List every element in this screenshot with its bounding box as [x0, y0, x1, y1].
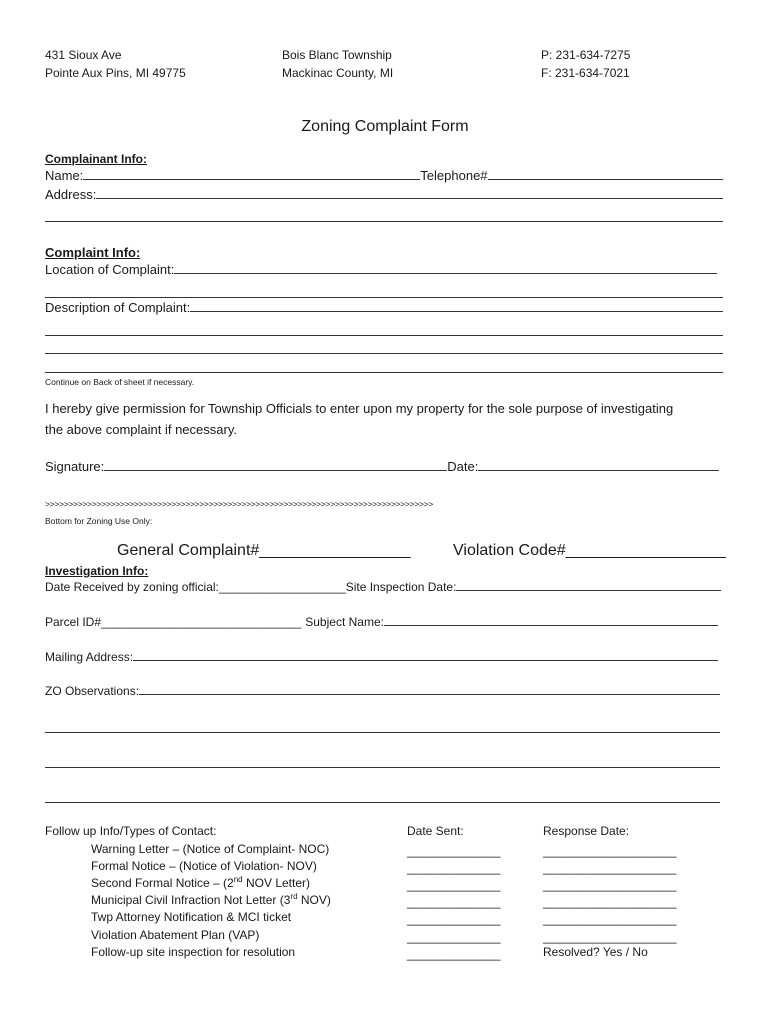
- second-notice-sup: nd: [233, 875, 243, 884]
- signature-field[interactable]: [104, 469, 447, 471]
- investigation-heading: Investigation Info:: [45, 564, 149, 578]
- response-date-field-6[interactable]: ____________________: [543, 930, 677, 944]
- violation-code-field[interactable]: __________________: [565, 542, 726, 559]
- zo-observations-line-3[interactable]: [45, 767, 720, 768]
- general-complaint-row: [117, 542, 411, 560]
- date-received-row: [45, 580, 721, 594]
- followup-item-twp-attorney: Twp Attorney Notification & MCI ticket: [91, 910, 292, 924]
- location-field[interactable]: [174, 272, 717, 274]
- response-date-field-4[interactable]: ____________________: [543, 895, 677, 909]
- general-complaint-field[interactable]: _________________: [259, 542, 411, 559]
- date-sent-heading: Date Sent:: [407, 824, 464, 838]
- mailing-address-label: Mailing Address:: [45, 650, 134, 664]
- address-line-2[interactable]: [45, 221, 723, 222]
- header-address-line2: Pointe Aux Pins, MI 49775: [45, 66, 186, 80]
- mci-sup: rd: [290, 892, 298, 901]
- followup-item-second-formal-notice: [91, 876, 310, 890]
- header-township-line2: Mackinac County, MI: [282, 66, 394, 80]
- permission-line2: the above complaint if necessary.: [45, 422, 237, 437]
- location-label: Location of Complaint:: [45, 262, 175, 277]
- description-row: [45, 300, 723, 315]
- signature-row: [45, 459, 719, 474]
- mci-text: Municipal Civil Infraction Not Letter (3: [91, 893, 291, 907]
- followup-item-warning-letter: Warning Letter – (Notice of Complaint- NOC): [91, 842, 330, 856]
- description-label: Description of Complaint:: [45, 300, 191, 315]
- header-fax: F: 231-634-7021: [541, 66, 630, 80]
- date-sent-field-2[interactable]: ______________: [407, 861, 501, 875]
- zo-observations-line-4[interactable]: [45, 802, 720, 803]
- signature-label: Signature:: [45, 459, 105, 474]
- response-date-heading: Response Date:: [543, 824, 630, 838]
- parcel-label: Parcel ID#: [45, 615, 102, 629]
- second-notice-end: NOV Letter): [242, 876, 310, 890]
- followup-heading: Follow up Info/Types of Contact:: [45, 824, 217, 838]
- subject-name-field[interactable]: [384, 624, 718, 626]
- permission-line1: I hereby give permission for Township Officials to enter upon my property for the sole purpose of investigating: [45, 401, 674, 416]
- name-label: Name:: [45, 168, 84, 183]
- zo-observations-field[interactable]: [139, 693, 720, 695]
- date-sent-field-1[interactable]: ______________: [407, 844, 501, 858]
- parcel-row: [45, 615, 718, 629]
- address-label: Address:: [45, 187, 97, 202]
- mci-end: NOV): [297, 893, 331, 907]
- zoning-use-note: Bottom for Zoning Use Only:: [45, 516, 153, 526]
- date-label: Date:: [447, 459, 479, 474]
- description-line-2[interactable]: [45, 335, 723, 336]
- date-sent-field-5[interactable]: ______________: [407, 912, 501, 926]
- header-township-line1: Bois Blanc Township: [282, 48, 392, 62]
- header-phone: P: 231-634-7275: [541, 48, 631, 62]
- response-date-field-3[interactable]: ____________________: [543, 878, 677, 892]
- complaint-heading: Complaint Info:: [45, 245, 141, 260]
- date-sent-field-4[interactable]: ______________: [407, 895, 501, 909]
- second-notice-text: Second Formal Notice – (2: [91, 876, 234, 890]
- resolved-question[interactable]: Resolved? Yes / No: [543, 945, 648, 959]
- mailing-address-row: [45, 650, 718, 664]
- date-sent-field-6[interactable]: ______________: [407, 930, 501, 944]
- violation-code-label: Violation Code#: [453, 542, 566, 559]
- header-address-line1: 431 Sioux Ave: [45, 48, 122, 62]
- subject-name-label: Subject Name:: [305, 615, 384, 629]
- response-date-field-1[interactable]: ____________________: [543, 844, 677, 858]
- complainant-heading: Complainant Info:: [45, 152, 147, 166]
- mailing-address-field[interactable]: [133, 659, 718, 661]
- zo-observations-label: ZO Observations:: [45, 684, 140, 698]
- date-field[interactable]: [478, 469, 719, 471]
- response-date-field-5[interactable]: ____________________: [543, 912, 677, 926]
- followup-item-site-inspection: Follow-up site inspection for resolution: [91, 945, 296, 959]
- address-row: [45, 187, 723, 202]
- telephone-field[interactable]: [488, 178, 723, 180]
- name-telephone-row: [45, 168, 723, 183]
- telephone-label: Telephone#: [420, 168, 488, 183]
- date-received-label: Date Received by zoning official:: [45, 580, 219, 594]
- followup-item-municipal-civil-infraction: [91, 893, 331, 907]
- location-row: [45, 262, 717, 277]
- description-line-3[interactable]: [45, 353, 723, 354]
- followup-item-formal-notice: Formal Notice – (Notice of Violation- NOV): [91, 859, 317, 873]
- date-sent-field-3[interactable]: ______________: [407, 878, 501, 892]
- site-inspection-label: Site Inspection Date:: [345, 580, 457, 594]
- arrow-divider: >>>>>>>>>>>>>>>>>>>>>>>>>>>>>>>>>>>>>>>>>>>>>>>>>>>>>>>>>>>>>>>>>>>>>>>>>>>>>>>>>>>: [45, 499, 433, 509]
- address-field[interactable]: [96, 197, 723, 199]
- zo-observations-line-2[interactable]: [45, 732, 720, 733]
- page-title: Zoning Complaint Form: [301, 118, 469, 135]
- zo-observations-row: [45, 684, 720, 698]
- parcel-field[interactable]: ______________________________: [101, 615, 302, 629]
- location-line-2[interactable]: [45, 297, 723, 298]
- date-sent-field-7[interactable]: ______________: [407, 947, 501, 961]
- site-inspection-field[interactable]: [456, 589, 721, 591]
- response-date-field-2[interactable]: ____________________: [543, 861, 677, 875]
- description-line-4[interactable]: [45, 372, 723, 373]
- continue-note: Continue on Back of sheet if necessary.: [45, 377, 195, 387]
- followup-item-vap: Violation Abatement Plan (VAP): [91, 928, 260, 942]
- date-received-field[interactable]: ___________________: [218, 580, 346, 594]
- general-complaint-label: General Complaint#: [117, 542, 260, 559]
- name-field[interactable]: [83, 178, 420, 180]
- description-field[interactable]: [190, 310, 723, 312]
- violation-code-row: [453, 542, 726, 560]
